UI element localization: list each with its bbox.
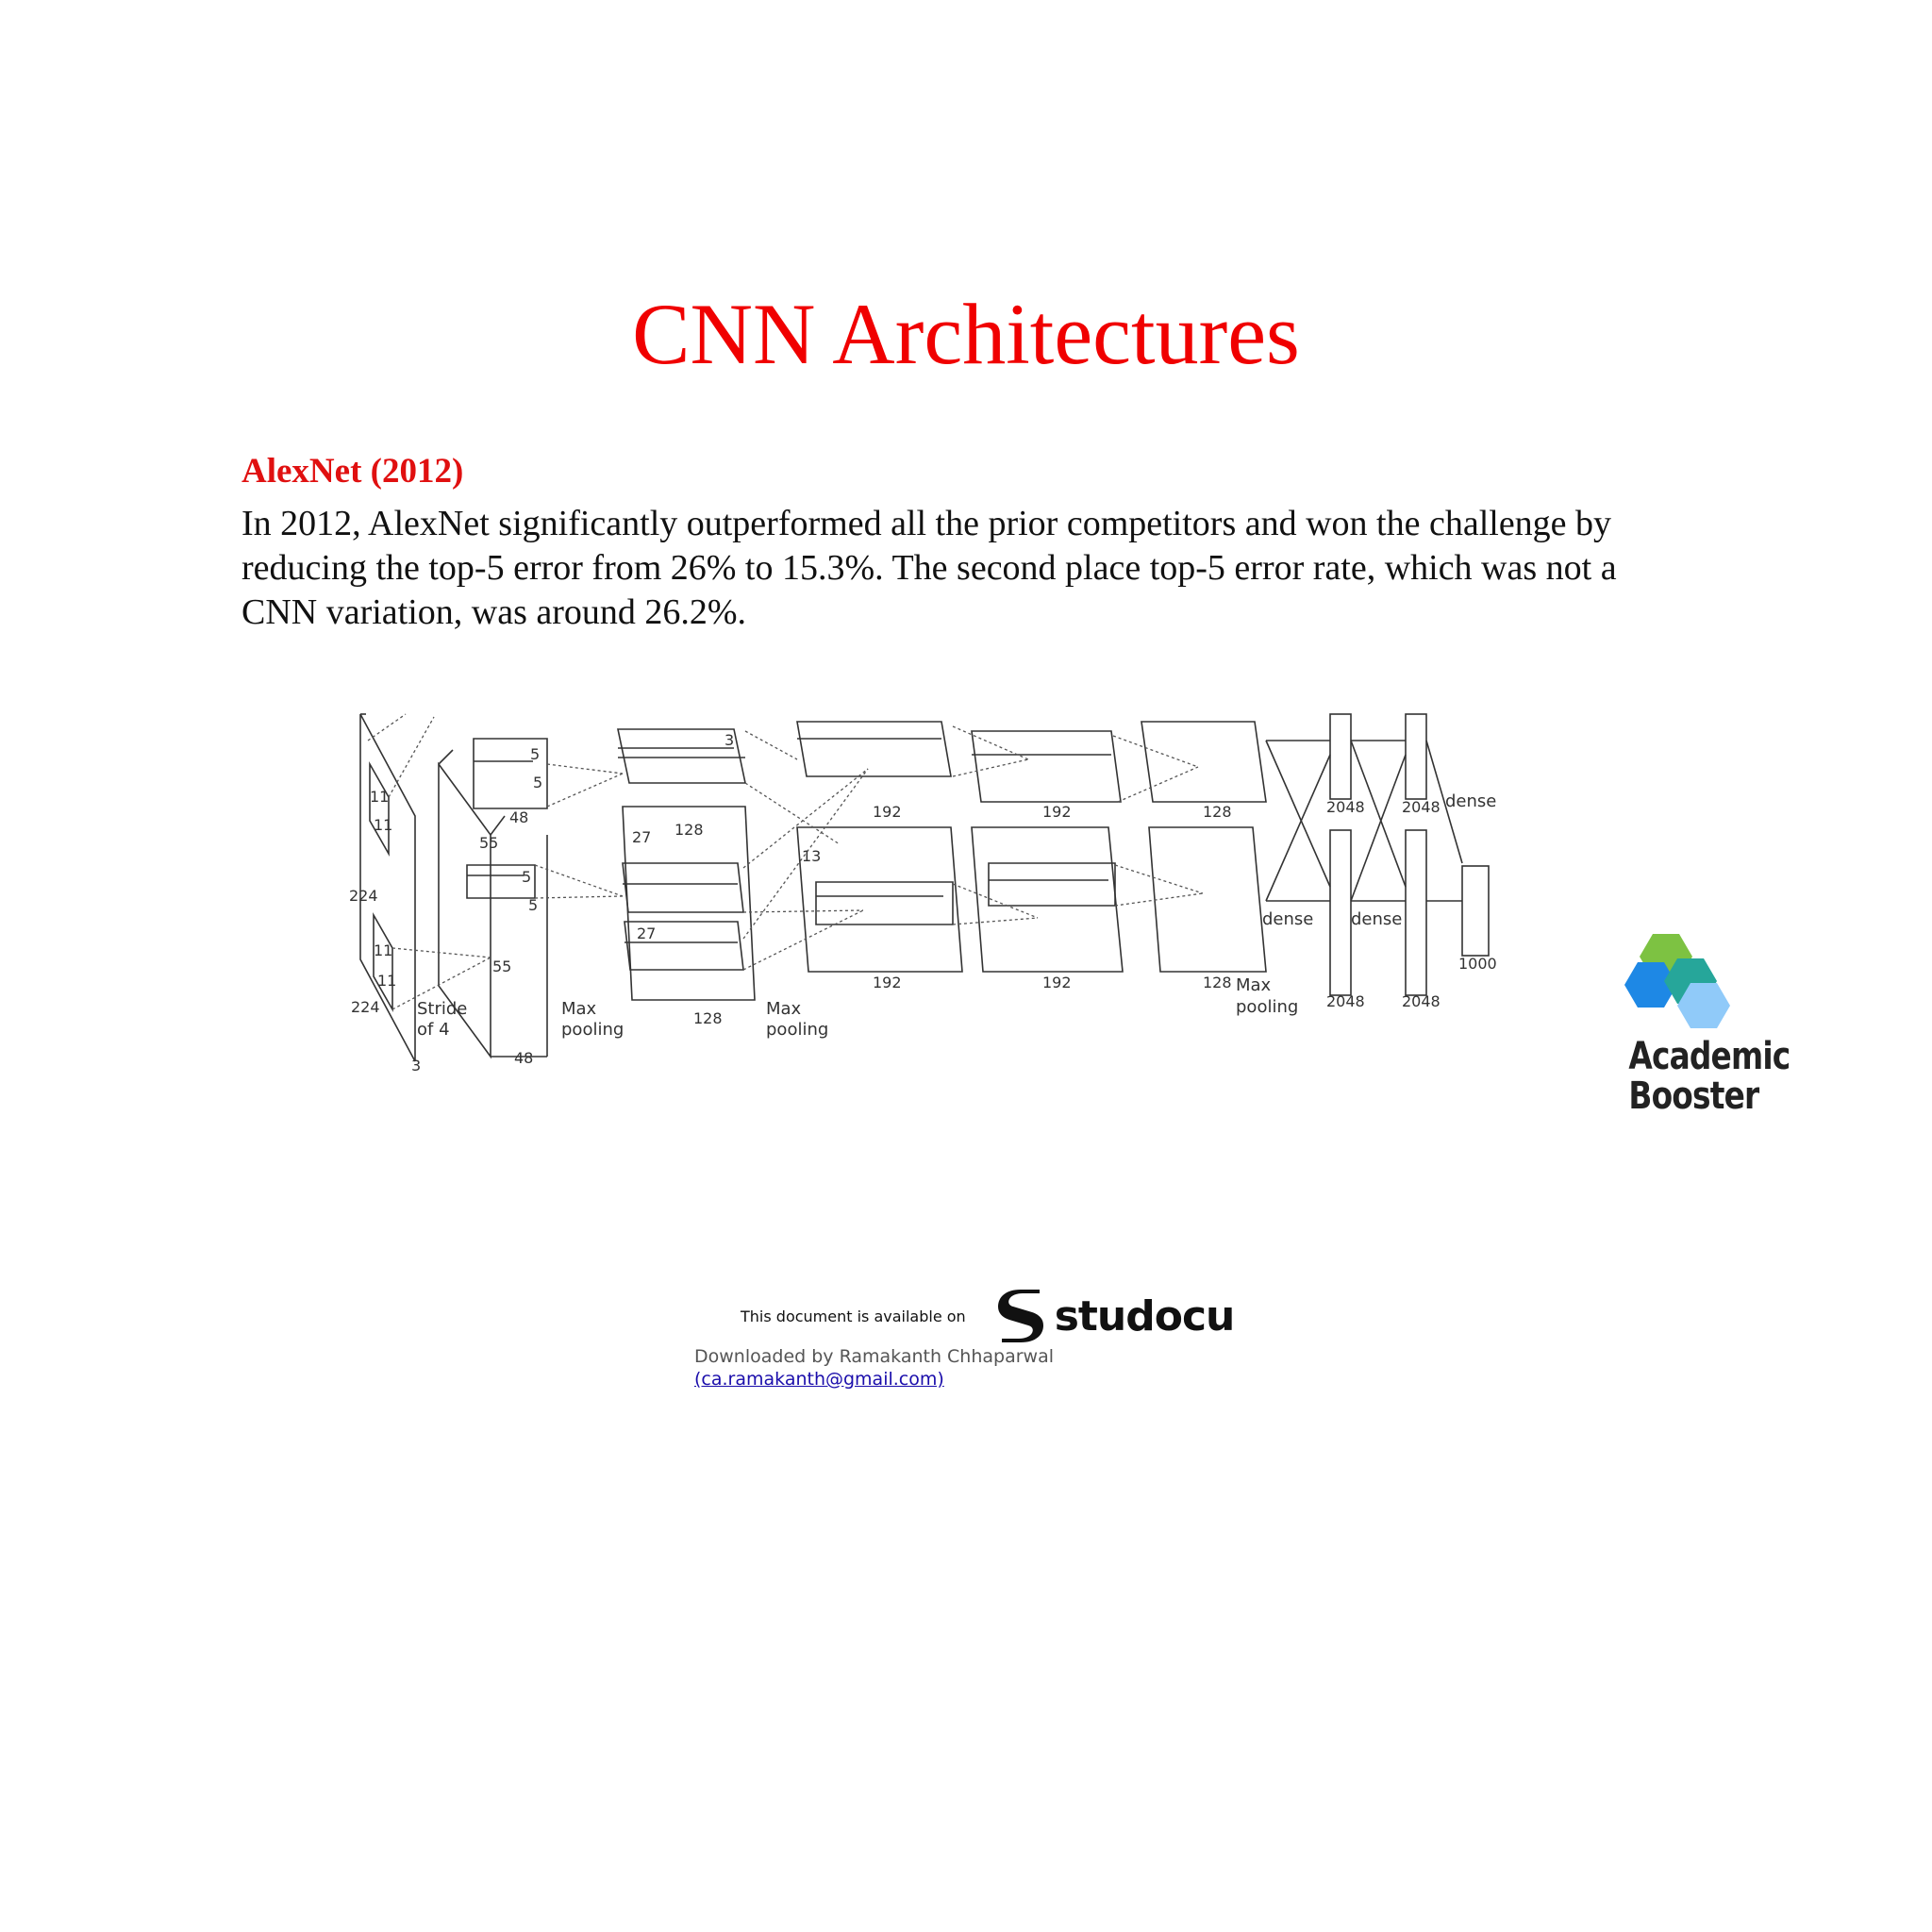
conv3-top-box — [797, 722, 951, 776]
label-dense-3: dense — [1445, 791, 1497, 811]
fc1-top — [1330, 714, 1351, 799]
label-fc2-bottom: 2048 — [1402, 992, 1441, 1010]
label-c2-depth: 128 — [693, 1009, 723, 1027]
label-c2-size-a: 27 — [632, 828, 652, 846]
email-link[interactable]: (ca.ramakanth@gmail.com) — [694, 1369, 944, 1390]
label-c3-size: 13 — [802, 847, 822, 865]
label-maxpool3a: Max — [1236, 975, 1272, 995]
label-c5-depth-top: 128 — [1203, 803, 1232, 821]
label-c5-depth: 128 — [1203, 974, 1232, 991]
conv4-top-box — [972, 731, 1121, 802]
label-k11b: 11 — [374, 816, 393, 834]
label-fc1-bottom: 2048 — [1326, 992, 1365, 1010]
downloaded-by-text: Downloaded by Ramakanth Chhaparwal — [694, 1346, 1055, 1367]
label-c3-depth: 192 — [873, 974, 902, 991]
label-c2-depth-top: 128 — [675, 821, 704, 839]
academic-booster-logo-icon — [1624, 934, 1757, 1032]
label-k3: 3 — [724, 731, 735, 749]
label-input-w: 224 — [351, 998, 380, 1016]
fc2-bottom — [1406, 830, 1426, 995]
logo-line-2: Booster — [1628, 1074, 1759, 1118]
kernel-11-bottom — [374, 915, 392, 1009]
fc1-bottom — [1330, 830, 1351, 995]
label-maxpool2a: Max — [766, 999, 802, 1019]
label-k5d: 5 — [528, 896, 539, 914]
label-c3-depth-top: 192 — [873, 803, 902, 821]
alexnet-architecture-diagram — [349, 712, 1509, 1090]
label-input-c: 3 — [411, 1057, 422, 1074]
label-maxpool2b: pooling — [766, 1020, 829, 1040]
label-fc1-top: 2048 — [1326, 798, 1365, 816]
label-of4: of 4 — [417, 1020, 450, 1040]
label-dense-2: dense — [1351, 909, 1403, 929]
conv5-top-box — [1141, 722, 1266, 802]
conv3-kernel-box — [816, 882, 953, 924]
label-k5a: 5 — [530, 745, 541, 763]
kernel-11-top — [370, 764, 389, 854]
label-stride: Stride — [417, 999, 468, 1019]
label-output: 1000 — [1458, 955, 1497, 973]
label-c4-depth: 192 — [1042, 974, 1072, 991]
label-k11a: 11 — [370, 788, 390, 806]
label-c1-depth: 48 — [514, 1049, 534, 1067]
label-c1-size-b: 55 — [492, 958, 512, 975]
label-maxpool1a: Max — [561, 999, 597, 1019]
conv3-block — [797, 827, 962, 972]
body-paragraph: In 2012, AlexNet significantly outperformed all the prior competitors and won the challenge by reducing the top-5 error from 26% to 15.3%. The second place top-5 error rate, which was not a CNN variation, was around 26.2%. — [242, 504, 1617, 632]
label-c1-size-a: 55 — [479, 834, 499, 852]
studocu-banner — [741, 1288, 1234, 1344]
conv2-kernel-box-a — [623, 863, 743, 912]
label-k5b: 5 — [533, 774, 543, 791]
page-title: CNN Architectures — [632, 286, 1300, 382]
available-text: This document is available on — [741, 1307, 966, 1325]
label-dense-1: dense — [1262, 909, 1314, 929]
conv4-kernel-box — [989, 863, 1115, 906]
conv4-block — [972, 827, 1123, 972]
label-c2-size-b: 27 — [637, 924, 657, 942]
academic-booster-logo — [1615, 934, 1790, 1118]
label-k5c: 5 — [522, 868, 532, 886]
logo-line-1: Academic — [1628, 1035, 1790, 1078]
label-c4-depth-top: 192 — [1042, 803, 1072, 821]
section-heading: AlexNet (2012) — [242, 452, 464, 491]
label-fc2-top: 2048 — [1402, 798, 1441, 816]
label-maxpool3b: pooling — [1236, 997, 1299, 1017]
label-c1-depth-top: 48 — [509, 808, 529, 826]
label-input-h: 224 — [349, 887, 378, 905]
conv5-block — [1149, 827, 1266, 972]
output-layer — [1462, 866, 1489, 956]
label-k11d: 11 — [377, 972, 397, 990]
label-k11c: 11 — [374, 941, 393, 959]
fc2-top — [1406, 714, 1426, 799]
studocu-brand: studocu — [1054, 1291, 1235, 1341]
studocu-logo-icon — [994, 1288, 1047, 1344]
label-maxpool1b: pooling — [561, 1020, 625, 1040]
